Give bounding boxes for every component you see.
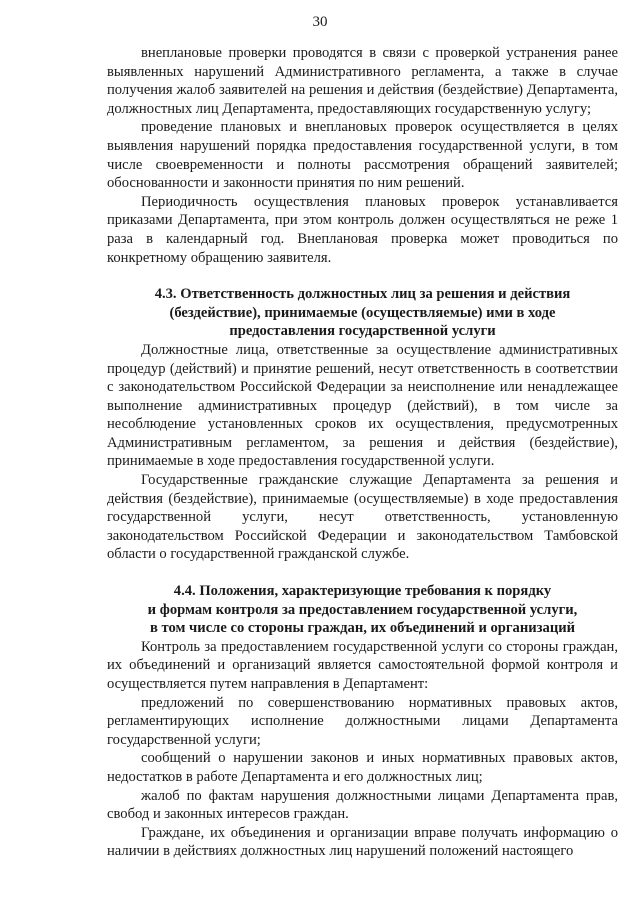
spacer: [107, 564, 618, 582]
paragraph: Контроль за предоставлением государственной услуги со стороны граждан, их объединений и организаций является самостоятельной формой контроля и осуществляется путем направления в Департамент:: [107, 638, 618, 692]
paragraph: предложений по совершенствованию нормативных правовых актов, регламентирующих исполнение должностными лицами Департамента государственной услуги;: [107, 694, 618, 748]
section-heading-line: 4.4. Положения, характеризующие требования к порядку: [173, 583, 552, 600]
paragraph: сообщений о нарушении законов и иных нормативных правовых актов, недостатков в работе Департамента и его должностных лиц;: [107, 750, 618, 785]
section-heading-line: 4.3. Ответственность должностных лиц за решения и действия: [154, 286, 571, 303]
spacer: [107, 267, 618, 285]
section-heading-line: в том числе со стороны граждан, их объединений и организаций: [149, 620, 576, 637]
paragraph: Должностные лица, ответственные за осуществление административных процедур (действий) и принятие решений, несут ответственность в соответствии с законодательством Российской Федерации за неисполнение или ненадлежащее выполнение административных процедур (действий), в том числе за несоблюдение установленных сроков их осуществления, предусмотренных Административным регламентом, за решения и действия (бездействие), принимаемые в ходе предоставления государственной услуги.: [107, 341, 618, 470]
section-4-3-heading: [107, 285, 618, 341]
section-heading-line: и формам контроля за предоставлением государственной услуги,: [147, 601, 578, 618]
section-heading-line: (бездействие), принимаемые (осуществляемые) ими в ходе: [169, 304, 556, 321]
section-heading-line: предоставления государственной услуги: [229, 323, 496, 340]
paragraph: Периодичность осуществления плановых проверок устанавливается приказами Департамента, при этом контроль должен осуществляться не реже 1 раза в календарный год. Внеплановая проверка может проводиться по конкретному обращению заявителя.: [107, 193, 618, 266]
paragraph: Граждане, их объединения и организации вправе получать информацию о наличии в действиях должностных лиц нарушений положений настоящего: [107, 824, 618, 860]
section-4-4-heading: [107, 582, 618, 638]
paragraph: Государственные гражданские служащие Департамента за решения и действия (бездействие), принимаемые (осуществляемые) в ходе предоставления государственной услуги, несут ответственность, установленную законодательством Российской Федерации и законодательством Тамбовской области о государственной гражданской службе.: [107, 472, 618, 563]
paragraph: внеплановые проверки проводятся в связи с проверкой устранения ранее выявленных нарушений Административного регламента, а также в случае получения жалоб заявителей на решения и действия (бездействие) Департамента, должностных лиц Департамента, предоставляющих государственную услугу;: [107, 45, 618, 117]
page-content: [107, 44, 618, 861]
paragraph: проведение плановых и внеплановых проверок осуществляется в целях выявления нарушений порядка предоставления государственной услуги, в том числе своевременности и полноты рассмотрения обращений заявителей; обоснованности и законности принятия по ним решений.: [107, 119, 618, 192]
page-number: 30: [312, 14, 328, 30]
paragraph: жалоб по фактам нарушения должностными лицами Департамента прав, свобод и законных интересов граждан.: [107, 787, 618, 823]
